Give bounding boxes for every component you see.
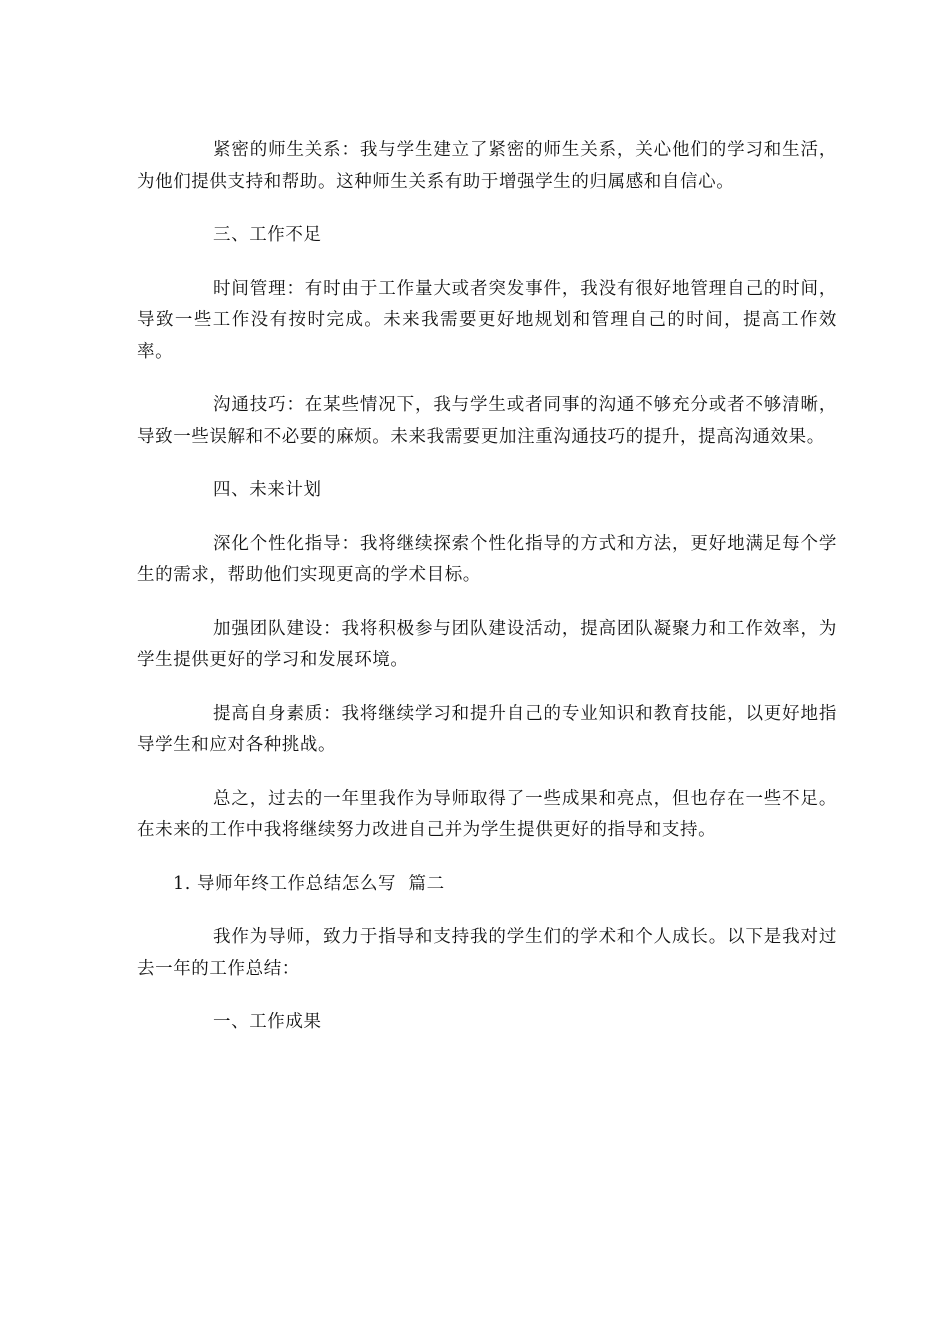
document-body (137, 135, 837, 1061)
paragraph-teacher-student-relationship: 紧密的师生关系：我与学生建立了紧密的师生关系，关心他们的学习和生活，为他们提供支持和帮助。这种师生关系有助于增强学生的归属感和自信心。 (137, 140, 837, 192)
article-heading-part-two: 1. 导师年终工作总结怎么写 篇二 (173, 873, 445, 894)
section-heading-shortcomings: 三、工作不足 (213, 225, 322, 245)
paragraph-communication-skills: 沟通技巧：在某些情况下，我与学生或者同事的沟通不够充分或者不够清晰，导致一些误解和不必要的麻烦。未来我需要更加注重沟通技巧的提升，提高沟通效果。 (137, 395, 837, 447)
paragraph-conclusion: 总之，过去的一年里我作为导师取得了一些成果和亮点，但也存在一些不足。在未来的工作中我将继续努力改进自己并为学生提供更好的指导和支持。 (137, 788, 837, 840)
paragraph-introduction: 我作为导师，致力于指导和支持我的学生们的学术和个人成长。以下是我对过去一年的工作总结： (137, 927, 837, 979)
section-heading-achievements: 一、工作成果 (213, 1012, 322, 1032)
paragraph-team-building: 加强团队建设：我将积极参与团队建设活动，提高团队凝聚力和工作效率，为学生提供更好的学习和发展环境。 (137, 618, 837, 670)
paragraph-self-improvement: 提高自身素质：我将继续学习和提升自己的专业知识和教育技能，以更好地指导学生和应对各种挑战。 (137, 703, 837, 755)
paragraph-time-management: 时间管理：有时由于工作量大或者突发事件，我没有很好地管理自己的时间，导致一些工作没有按时完成。未来我需要更好地规划和管理自己的时间，提高工作效率。 (137, 278, 837, 362)
section-heading-future-plans: 四、未来计划 (213, 480, 322, 500)
paragraph-personalized-guidance: 深化个性化指导：我将继续探索个性化指导的方式和方法，更好地满足每个学生的需求，帮助他们实现更高的学术目标。 (137, 533, 837, 585)
